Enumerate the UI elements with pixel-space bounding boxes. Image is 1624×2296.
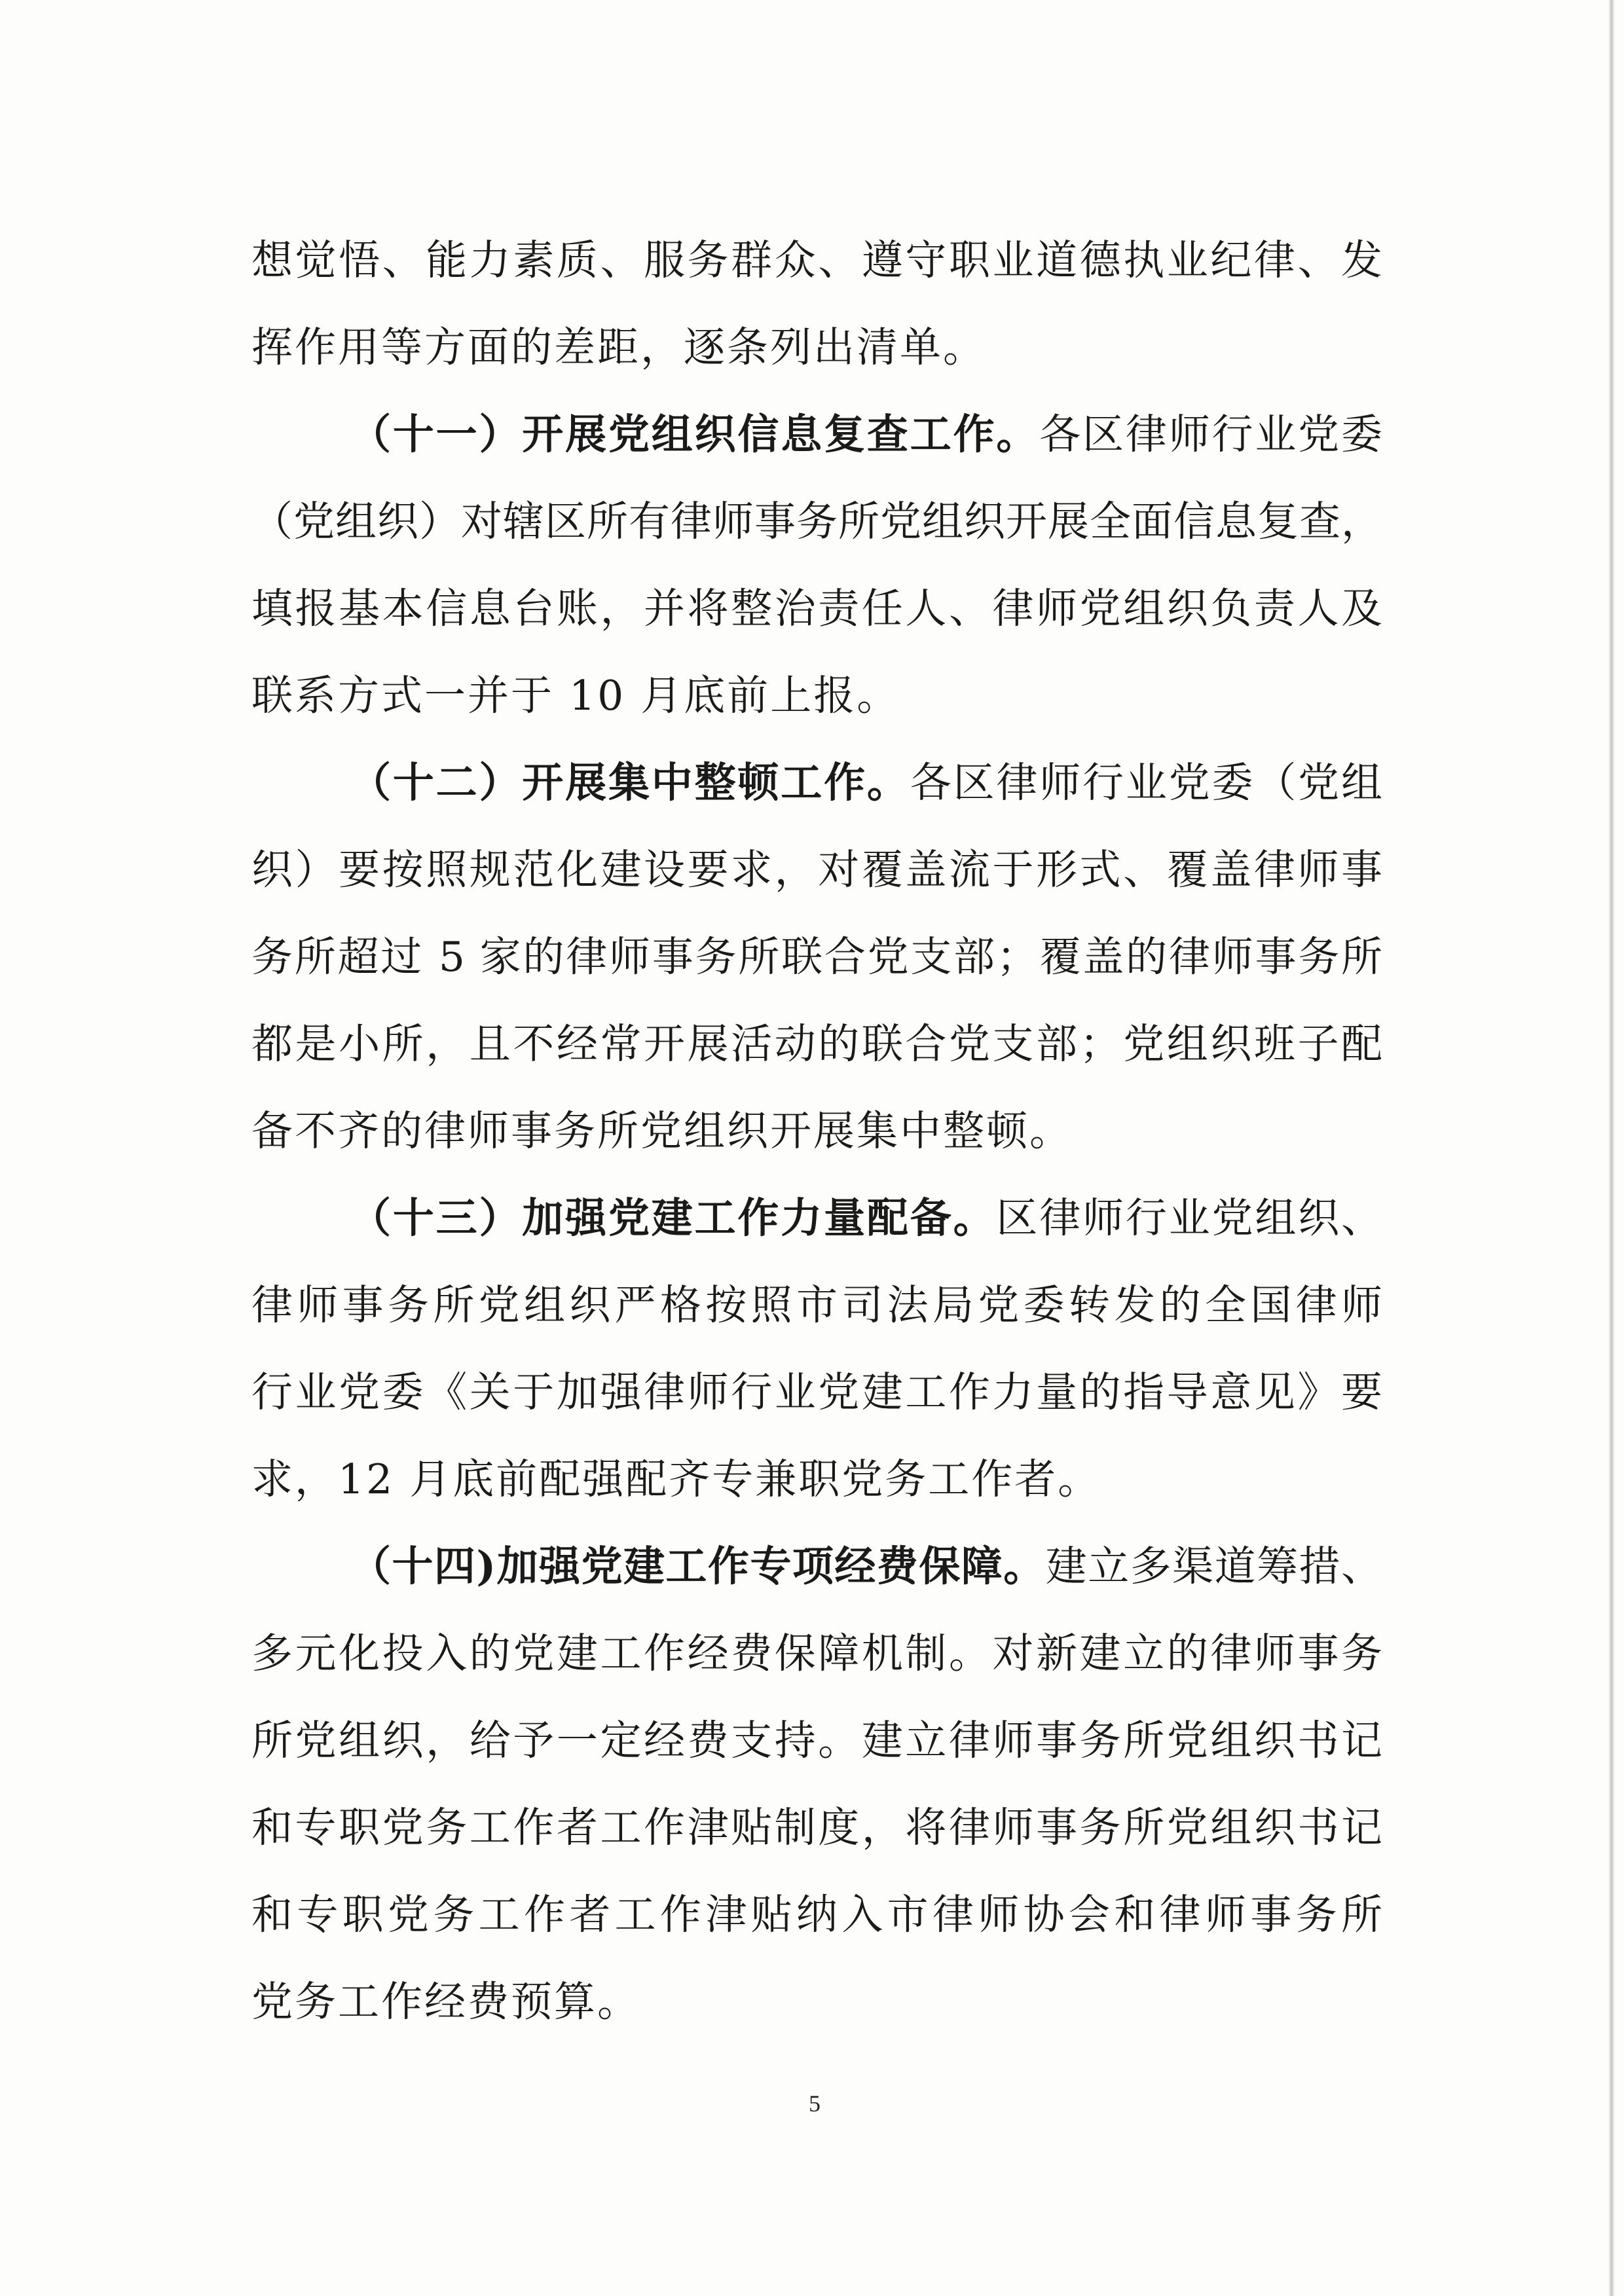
text-line: （党组织）对辖区所有律师事务所党组织开展全面信息复查，	[251, 498, 1382, 545]
scan-edge-shadow	[1608, 0, 1615, 2296]
section-heading: （十二）开展集中整顿工作。	[350, 758, 910, 807]
text-line: 联系方式一并于 10 月底前上报。	[251, 672, 900, 720]
text-line: 备不齐的律师事务所党组织开展集中整顿。	[251, 1107, 1073, 1155]
text-line: 党务工作经费预算。	[251, 1978, 640, 2026]
paragraph	[251, 217, 1382, 391]
text-line: 织）要按照规范化建设要求，对覆盖流于形式、覆盖律师事	[251, 846, 1382, 894]
text-line: 务所超过 5 家的律师事务所联合党支部；覆盖的律师事务所	[251, 933, 1382, 981]
section-heading: （十四)加强党建工作专项经费保障。	[350, 1542, 1046, 1590]
document-body	[251, 217, 1382, 2045]
section-heading: （十三）加强党建工作力量配备。	[350, 1194, 997, 1242]
text-line: 多元化投入的党建工作经费保障机制。对新建立的律师事务	[251, 1630, 1382, 1677]
page-number: 5	[809, 2090, 821, 2117]
paragraph-text: 区律师行业党组织、	[996, 1194, 1382, 1242]
text-line: 想觉悟、能力素质、服务群众、遵守职业道德执业纪律、发	[251, 236, 1382, 284]
section-heading: （十一）开展党组织信息复查工作。	[350, 410, 1040, 458]
text-line: 所党组织，给予一定经费支持。建立律师事务所党组织书记	[251, 1717, 1382, 1764]
paragraph-text: 各区律师行业党委	[1039, 410, 1382, 458]
text-line: 行业党委《关于加强律师行业党建工作力量的指导意见》要	[251, 1368, 1382, 1416]
paragraph-text: 各区律师行业党委（党组	[910, 759, 1382, 807]
text-line: 求，12 月底前配强配齐专兼职党务工作者。	[251, 1455, 1101, 1503]
text-line	[251, 391, 1382, 478]
paragraph	[251, 1523, 1382, 2045]
text-line: 都是小所，且不经常开展活动的联合党支部；党组织班子配	[251, 1020, 1382, 1068]
text-line: 和专职党务工作者工作津贴纳入市律师协会和律师事务所	[251, 1891, 1382, 1939]
text-line	[251, 739, 1382, 826]
text-line: 和专职党务工作者工作津贴制度，将律师事务所党组织书记	[251, 1804, 1382, 1851]
text-line: 挥作用等方面的差距，逐条列出清单。	[251, 323, 986, 371]
paragraph-text: 建立多渠道筹措、	[1045, 1542, 1382, 1590]
paragraph	[251, 391, 1382, 739]
text-line: 律师事务所党组织严格按照市司法局党委转发的全国律师	[251, 1281, 1382, 1329]
text-line: 填报基本信息台账，并将整治责任人、律师党组织负责人及	[251, 585, 1382, 632]
paragraph	[251, 1175, 1382, 1523]
paragraph	[251, 739, 1382, 1175]
text-line	[251, 1523, 1382, 1610]
text-line	[251, 1175, 1382, 1262]
